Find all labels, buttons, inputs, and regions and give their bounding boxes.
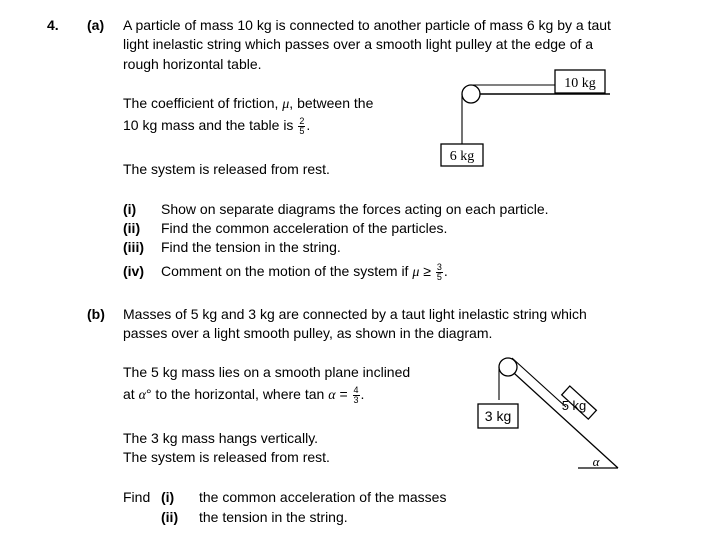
part-a-intro-line2: light inelastic string which passes over a smooth light pulley at the edge of a: [123, 36, 594, 52]
friction-line2-end: .: [306, 117, 311, 133]
part-a-i-text: Show on separate diagrams the forces acting on each particle.: [161, 201, 549, 217]
part-b-intro-line2: passes over a light smooth pulley, as shown in the diagram.: [123, 325, 493, 341]
friction-numerator: 2: [299, 115, 305, 126]
friction-line1-text: The coefficient of friction,: [123, 95, 279, 111]
block-5kg-label: 5 kg: [561, 398, 587, 413]
part-a-ii-text: Find the common acceleration of the particles.: [161, 220, 448, 236]
plane-line2-mid: ° to the horizontal, where tan: [145, 386, 325, 402]
find-label: Find: [123, 489, 151, 505]
block-3kg-label: 3 kg: [484, 408, 512, 424]
plane-line1: The 5 kg mass lies on a smooth plane inclined: [123, 364, 411, 380]
pulley-a: [462, 85, 480, 103]
part-a-iv-text-body: Comment on the motion of the system if: [161, 263, 409, 279]
part-a-intro-line3: rough horizontal table.: [123, 56, 262, 72]
part-a-iv-label: (iv): [123, 263, 144, 279]
tan-denominator: 3: [353, 394, 359, 405]
mu-symbol: μ: [282, 97, 290, 112]
friction-line2: [123, 116, 310, 136]
pulley-b: [499, 358, 517, 376]
part-a-iv-geq: ≥: [423, 263, 431, 279]
part-a-iii-label: (iii): [123, 239, 144, 255]
part-b-i-text: the common acceleration of the masses: [199, 489, 447, 505]
part-b-i-label: (i): [161, 489, 175, 505]
hang-line2: The system is released from rest.: [123, 449, 330, 465]
inclined-plane-diagram: [470, 352, 630, 477]
friction-denominator: 5: [299, 125, 305, 136]
part-a-released: The system is released from rest.: [123, 161, 330, 177]
incline-slope: [504, 364, 618, 468]
part-b-intro-line1: Masses of 5 kg and 3 kg are connected by a taut light inelastic string which: [123, 306, 587, 322]
alpha-symbol-tan: α: [328, 388, 336, 403]
part-a-intro-line1: A particle of mass 10 kg is connected to another particle of mass 6 kg by a taut: [123, 17, 611, 33]
part-a-iv-numerator: 3: [436, 261, 442, 272]
friction-line2-text: 10 kg mass and the table is: [123, 117, 294, 133]
plane-line2-at: at: [123, 386, 135, 402]
part-b-ii-text: the tension in the string.: [199, 509, 348, 525]
part-a-iv-fraction: [436, 263, 443, 282]
hang-line1: The 3 kg mass hangs vertically.: [123, 430, 319, 446]
part-a-i-label: (i): [123, 201, 137, 217]
part-a-label: (a): [87, 17, 105, 33]
part-a-iv-denominator: 5: [436, 271, 442, 282]
friction-line1-end: , between the: [289, 95, 374, 111]
block-10kg-label: 10 kg: [564, 76, 596, 91]
friction-fraction: [298, 117, 305, 136]
part-a-iv-text: [161, 262, 448, 282]
string-along-slope: [512, 358, 566, 407]
part-a-iii-text: Find the tension in the string.: [161, 239, 341, 255]
part-a-iv-mu: μ: [412, 265, 420, 280]
friction-line1: [123, 94, 373, 114]
plane-line2: [123, 385, 364, 405]
question-number: 4.: [47, 17, 59, 33]
part-a-ii-label: (ii): [123, 220, 141, 236]
block-6kg-label: 6 kg: [449, 149, 475, 164]
alpha-symbol: α: [138, 388, 146, 403]
part-b-ii-label: (ii): [161, 509, 179, 525]
part-b-label: (b): [87, 306, 105, 322]
part-a-iv-end: .: [443, 263, 448, 279]
table-pulley-diagram: [430, 66, 620, 176]
tan-numerator: 4: [353, 384, 359, 395]
equals-sign: =: [339, 386, 348, 402]
plane-line2-end: .: [360, 386, 365, 402]
angle-alpha-label: α: [592, 454, 600, 469]
tan-fraction: [353, 386, 360, 405]
